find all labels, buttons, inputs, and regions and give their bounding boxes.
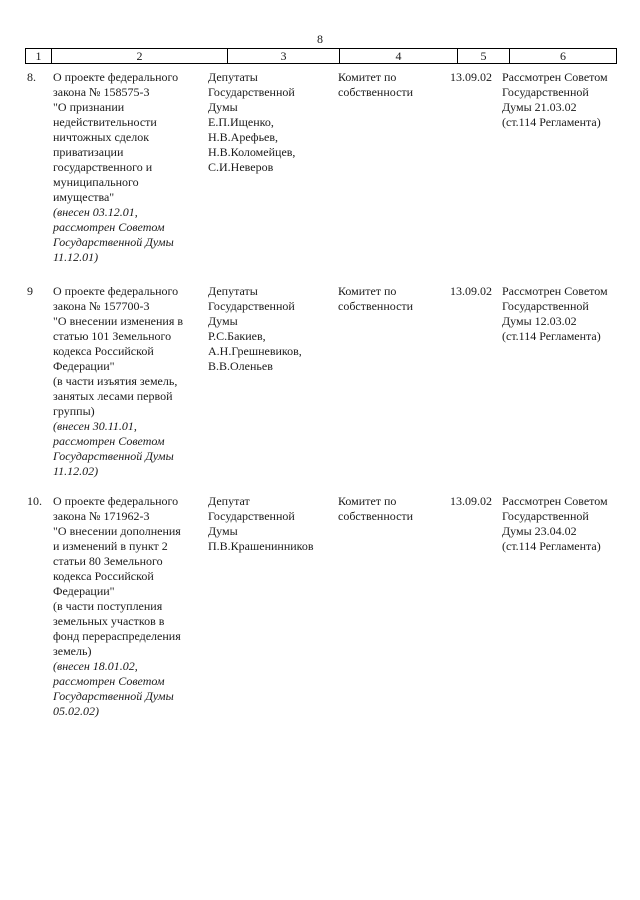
- page-number: 8: [317, 32, 323, 46]
- authors-line: П.В.Крашенинников: [208, 539, 314, 553]
- entry-number: 9: [27, 284, 33, 298]
- authors: [208, 70, 295, 175]
- authors-line: Думы: [208, 100, 238, 114]
- project-title-line: группы): [53, 404, 95, 418]
- committee: [338, 494, 413, 524]
- project-title-line: "О внесении изменения в: [53, 314, 184, 328]
- project-title-line: О проекте федерального: [53, 70, 179, 84]
- project-title: [53, 494, 181, 719]
- committee-line: Комитет по: [338, 494, 397, 508]
- authors: [208, 494, 314, 554]
- authors-line: Думы: [208, 524, 238, 538]
- entry-number: 8.: [27, 70, 36, 84]
- project-title: [53, 284, 183, 479]
- project-note-line: (внесен 30.11.01,: [53, 419, 137, 433]
- project-title-line: и изменений в пункт 2: [53, 539, 168, 553]
- authors-line: Депутаты: [208, 70, 258, 84]
- result: [502, 70, 608, 130]
- result-line: Думы 12.03.02: [502, 314, 577, 328]
- project-title-line: (в части поступления: [53, 599, 163, 613]
- header-col-5: 5: [458, 49, 510, 63]
- project-title-line: приватизации: [53, 145, 124, 159]
- result-line: Думы 23.04.02: [502, 524, 577, 538]
- committee-line: собственности: [338, 85, 414, 99]
- result-line: Государственной: [502, 299, 589, 313]
- project-note-line: рассмотрен Советом: [53, 220, 165, 234]
- result-line: (ст.114 Регламента): [502, 115, 601, 129]
- header-col-2: 2: [52, 49, 228, 63]
- authors-line: Государственной: [208, 509, 295, 523]
- result-line: Рассмотрен Советом: [502, 70, 608, 84]
- project-title-line: (в части изъятия земель,: [53, 374, 178, 388]
- result-line: (ст.114 Регламента): [502, 329, 601, 343]
- result: [502, 284, 608, 344]
- result-line: Государственной: [502, 509, 589, 523]
- authors-line: Депутат: [208, 494, 250, 508]
- project-title-line: ничтожных сделок: [53, 130, 150, 144]
- header-col-4: 4: [340, 49, 458, 63]
- result-line: Думы 21.03.02: [502, 100, 577, 114]
- project-title-line: статьи 80 Земельного: [53, 554, 163, 568]
- result-line: Государственной: [502, 85, 589, 99]
- project-note-line: Государственной Думы: [53, 449, 174, 463]
- project-title-line: фонд перераспределения: [53, 629, 181, 643]
- header-col-3: 3: [228, 49, 340, 63]
- project-title-line: О проекте федерального: [53, 494, 179, 508]
- authors-line: Государственной: [208, 85, 295, 99]
- authors-line: В.В.Оленьев: [208, 359, 273, 373]
- project-title-line: имущества": [53, 190, 115, 204]
- authors-line: Н.В.Коломейцев,: [208, 145, 296, 159]
- project-note-line: (внесен 03.12.01,: [53, 205, 138, 219]
- result: [502, 494, 608, 554]
- project-title-line: занятых лесами первой: [53, 389, 173, 403]
- header-col-6: 6: [560, 49, 566, 63]
- result-line: Рассмотрен Советом: [502, 494, 608, 508]
- date: 13.09.02: [450, 494, 492, 508]
- project-title-line: закона № 171962-3: [53, 509, 150, 523]
- authors: [208, 284, 302, 374]
- project-note-line: Государственной Думы: [53, 235, 174, 249]
- authors-line: Н.В.Арефьев,: [208, 130, 279, 144]
- authors-line: Депутаты: [208, 284, 258, 298]
- table-header-row: [25, 48, 617, 64]
- project-title-line: "О внесении дополнения: [53, 524, 181, 538]
- authors-line: С.И.Неверов: [208, 160, 274, 174]
- committee-line: собственности: [338, 299, 414, 313]
- project-title-line: земельных участков в: [53, 614, 165, 628]
- committee-line: Комитет по: [338, 70, 397, 84]
- authors-line: Р.С.Бакиев,: [208, 329, 266, 343]
- project-title-line: закона № 158575-3: [53, 85, 150, 99]
- authors-line: А.Н.Грешневиков,: [208, 344, 302, 358]
- authors-line: Государственной: [208, 299, 295, 313]
- project-title: [53, 70, 178, 265]
- project-title-line: государственного и: [53, 160, 153, 174]
- project-note-line: (внесен 18.01.02,: [53, 659, 138, 673]
- project-title-line: кодекса Российской: [53, 344, 154, 358]
- header-col-1: 1: [26, 49, 52, 63]
- project-note-line: 11.12.01): [53, 250, 99, 264]
- committee-line: Комитет по: [338, 284, 397, 298]
- authors-line: Е.П.Ищенко,: [208, 115, 274, 129]
- committee: [338, 284, 413, 314]
- result-line: (ст.114 Регламента): [502, 539, 601, 553]
- date: 13.09.02: [450, 284, 492, 298]
- project-note-line: 05.02.02): [53, 704, 99, 718]
- project-title-line: закона № 157700-3: [53, 299, 150, 313]
- project-title-line: "О признании: [53, 100, 125, 114]
- project-title-line: кодекса Российской: [53, 569, 154, 583]
- project-title-line: муниципального: [53, 175, 139, 189]
- project-title-line: земель): [53, 644, 92, 658]
- project-title-line: Федерации": [53, 359, 115, 373]
- date: 13.09.02: [450, 70, 492, 84]
- project-title-line: Федерации": [53, 584, 115, 598]
- entry-number: 10.: [27, 494, 42, 508]
- project-note-line: Государственной Думы: [53, 689, 174, 703]
- result-line: Рассмотрен Советом: [502, 284, 608, 298]
- project-title-line: недействительности: [53, 115, 157, 129]
- committee-line: собственности: [338, 509, 414, 523]
- project-title-line: О проекте федерального: [53, 284, 179, 298]
- project-title-line: статью 101 Земельного: [53, 329, 172, 343]
- authors-line: Думы: [208, 314, 238, 328]
- project-note-line: рассмотрен Советом: [53, 674, 165, 688]
- committee: [338, 70, 413, 100]
- project-note-line: рассмотрен Советом: [53, 434, 165, 448]
- project-note-line: 11.12.02): [53, 464, 99, 478]
